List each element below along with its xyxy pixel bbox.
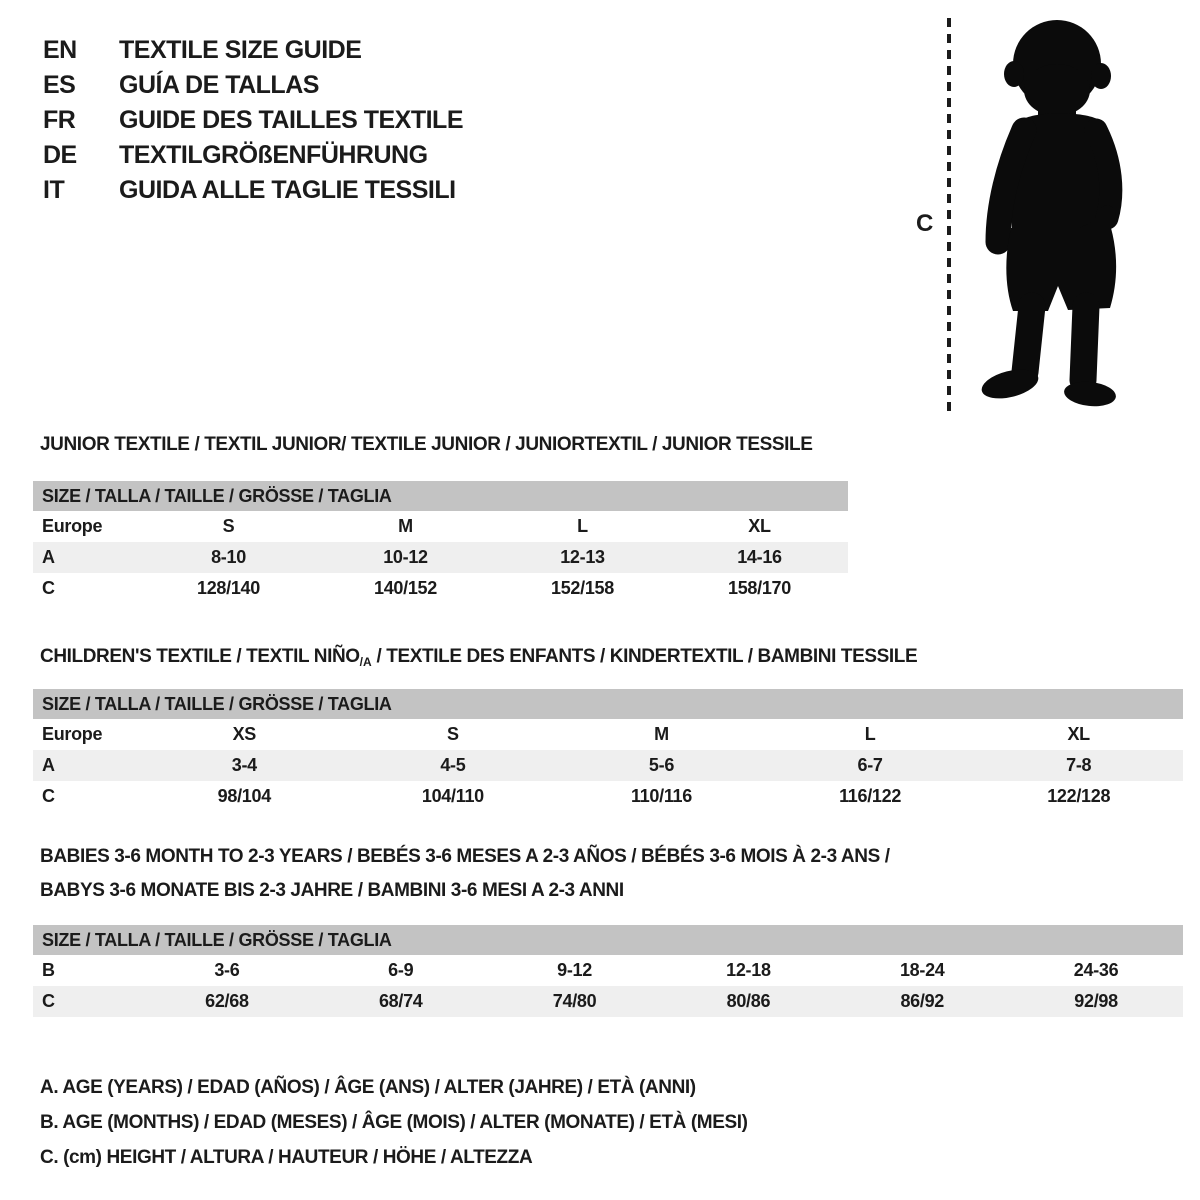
size-value-cell: 18-24 (899, 960, 945, 980)
junior-size-table (33, 481, 848, 604)
guide-title-de: TEXTILGRÖßENFÜHRUNG (119, 141, 428, 169)
size-value-cell: 74/80 (552, 991, 597, 1011)
size-value-cell: XL (1067, 724, 1090, 744)
junior-section-heading: JUNIOR TEXTILE / TEXTIL JUNIOR/ TEXTILE JUNIOR / JUNIORTEXTIL / JUNIOR TESSILE (40, 434, 813, 455)
row-label: Europe (42, 724, 103, 744)
junior-table-rows (33, 511, 848, 604)
row-label: C (42, 578, 55, 598)
size-value-cell: 98/104 (217, 786, 271, 806)
table-row (33, 750, 1183, 781)
footnote-height-cm: C. (cm) HEIGHT / ALTURA / HAUTEUR / HÖHE / ALTEZZA (40, 1147, 533, 1168)
size-value-cell: 92/98 (1074, 991, 1118, 1011)
size-value-cell: 68/74 (378, 991, 423, 1011)
size-value-cell: 5-6 (648, 755, 675, 775)
guide-title-fr: GUIDE DES TAILLES TEXTILE (119, 106, 464, 134)
row-label: C (42, 991, 55, 1011)
table-row (33, 511, 848, 542)
size-value-cell: S (222, 516, 235, 536)
size-value-cell: L (864, 724, 876, 744)
row-label: A (42, 755, 55, 775)
size-value-cell: 3-4 (231, 755, 257, 775)
size-value-cell: 152/158 (551, 578, 614, 598)
size-value-cell: 12-13 (560, 547, 605, 567)
guide-title-it: GUIDA ALLE TAGLIE TESSILI (119, 176, 456, 204)
size-value-cell: 80/86 (726, 991, 771, 1011)
size-value-cell: M (654, 724, 669, 744)
size-value-cell: 7-8 (1066, 755, 1092, 775)
legend-footnotes (40, 1070, 748, 1175)
size-value-cell: 140/152 (374, 578, 437, 598)
table-row (33, 573, 848, 604)
language-code: ES (43, 71, 76, 99)
language-row-es (43, 68, 463, 103)
language-row-de (43, 138, 463, 173)
size-value-cell: 6-9 (388, 960, 414, 980)
row-label: Europe (42, 516, 103, 536)
table-row (33, 719, 1183, 750)
size-value-cell: M (398, 516, 413, 536)
size-value-cell: 158/170 (728, 578, 791, 598)
babies-size-table (33, 925, 1183, 1017)
language-code: DE (43, 141, 77, 169)
size-header-bar: SIZE / TALLA / TAILLE / GRÖSSE / TAGLIA (33, 925, 1183, 955)
language-row-it (43, 173, 463, 208)
row-label: C (42, 786, 55, 806)
size-header-bar: SIZE / TALLA / TAILLE / GRÖSSE / TAGLIA (33, 689, 1183, 719)
size-value-cell: 122/128 (1047, 786, 1111, 806)
footnote-age-months: B. AGE (MONTHS) / EDAD (MESES) / ÂGE (MOIS) / ALTER (MONATE) / ETÀ (MESI) (40, 1112, 748, 1133)
babies-section-heading (40, 840, 890, 908)
table-row (33, 986, 1183, 1017)
size-value-cell: XS (232, 724, 256, 744)
size-value-cell: 110/116 (630, 786, 692, 806)
size-value-cell: 6-7 (857, 755, 883, 775)
size-value-cell: S (447, 724, 459, 744)
footnote-age-years: A. AGE (YEARS) / EDAD (AÑOS) / ÂGE (ANS) / ALTER (JAHRE) / ETÀ (ANNI) (40, 1077, 696, 1098)
children-heading-post: / TEXTILE DES ENFANTS / KINDERTEXTIL / BAMBINI TESSILE (371, 646, 918, 667)
language-row-fr (43, 103, 463, 138)
size-value-cell: 12-18 (726, 960, 771, 980)
height-dashed-line (947, 18, 951, 416)
size-value-cell: 8-10 (211, 547, 246, 567)
size-value-cell: 14-16 (737, 547, 782, 567)
height-measure-label: C (916, 210, 934, 237)
size-value-cell: 9-12 (557, 960, 592, 980)
children-table-rows (33, 719, 1183, 812)
children-size-table (33, 689, 1183, 812)
table-row (33, 781, 1183, 812)
babies-table-rows (33, 955, 1183, 1017)
toddler-silhouette (962, 12, 1142, 416)
size-value-cell: 3-6 (214, 960, 240, 980)
guide-title-es: GUÍA DE TALLAS (119, 71, 319, 99)
row-label: A (42, 547, 55, 567)
language-code: FR (43, 106, 76, 134)
babies-heading-line1: BABIES 3-6 MONTH TO 2-3 YEARS / BEBÉS 3-6 MESES A 2-3 AÑOS / BÉBÉS 3-6 MOIS À 2-3 ANS / (40, 846, 890, 867)
language-code: IT (43, 176, 65, 204)
table-row (33, 542, 848, 573)
guide-title-en: TEXTILE SIZE GUIDE (119, 36, 362, 64)
row-label: B (42, 960, 55, 980)
size-value-cell: 10-12 (383, 547, 428, 567)
children-heading-pre: CHILDREN'S TEXTILE / TEXTIL NIÑO (40, 646, 360, 667)
size-value-cell: 128/140 (197, 578, 260, 598)
size-value-cell: 24-36 (1073, 960, 1119, 980)
size-header-bar: SIZE / TALLA / TAILLE / GRÖSSE / TAGLIA (33, 481, 848, 511)
size-value-cell: XL (748, 516, 771, 536)
table-row (33, 955, 1183, 986)
children-section-heading (40, 646, 917, 668)
size-value-cell: 62/68 (205, 991, 249, 1011)
size-value-cell: 4-5 (440, 755, 466, 775)
size-value-cell: 104/110 (421, 786, 484, 806)
size-value-cell: 116/122 (839, 786, 902, 806)
language-row-en (43, 33, 463, 68)
size-value-cell: L (577, 516, 588, 536)
children-heading-sub: /A (359, 655, 372, 669)
babies-heading-line2: BABYS 3-6 MONATE BIS 2-3 JAHRE / BAMBINI 3-6 MESI A 2-3 ANNI (40, 880, 624, 901)
language-title-list (43, 33, 463, 208)
size-value-cell: 86/92 (900, 991, 944, 1011)
language-code: EN (43, 36, 77, 64)
